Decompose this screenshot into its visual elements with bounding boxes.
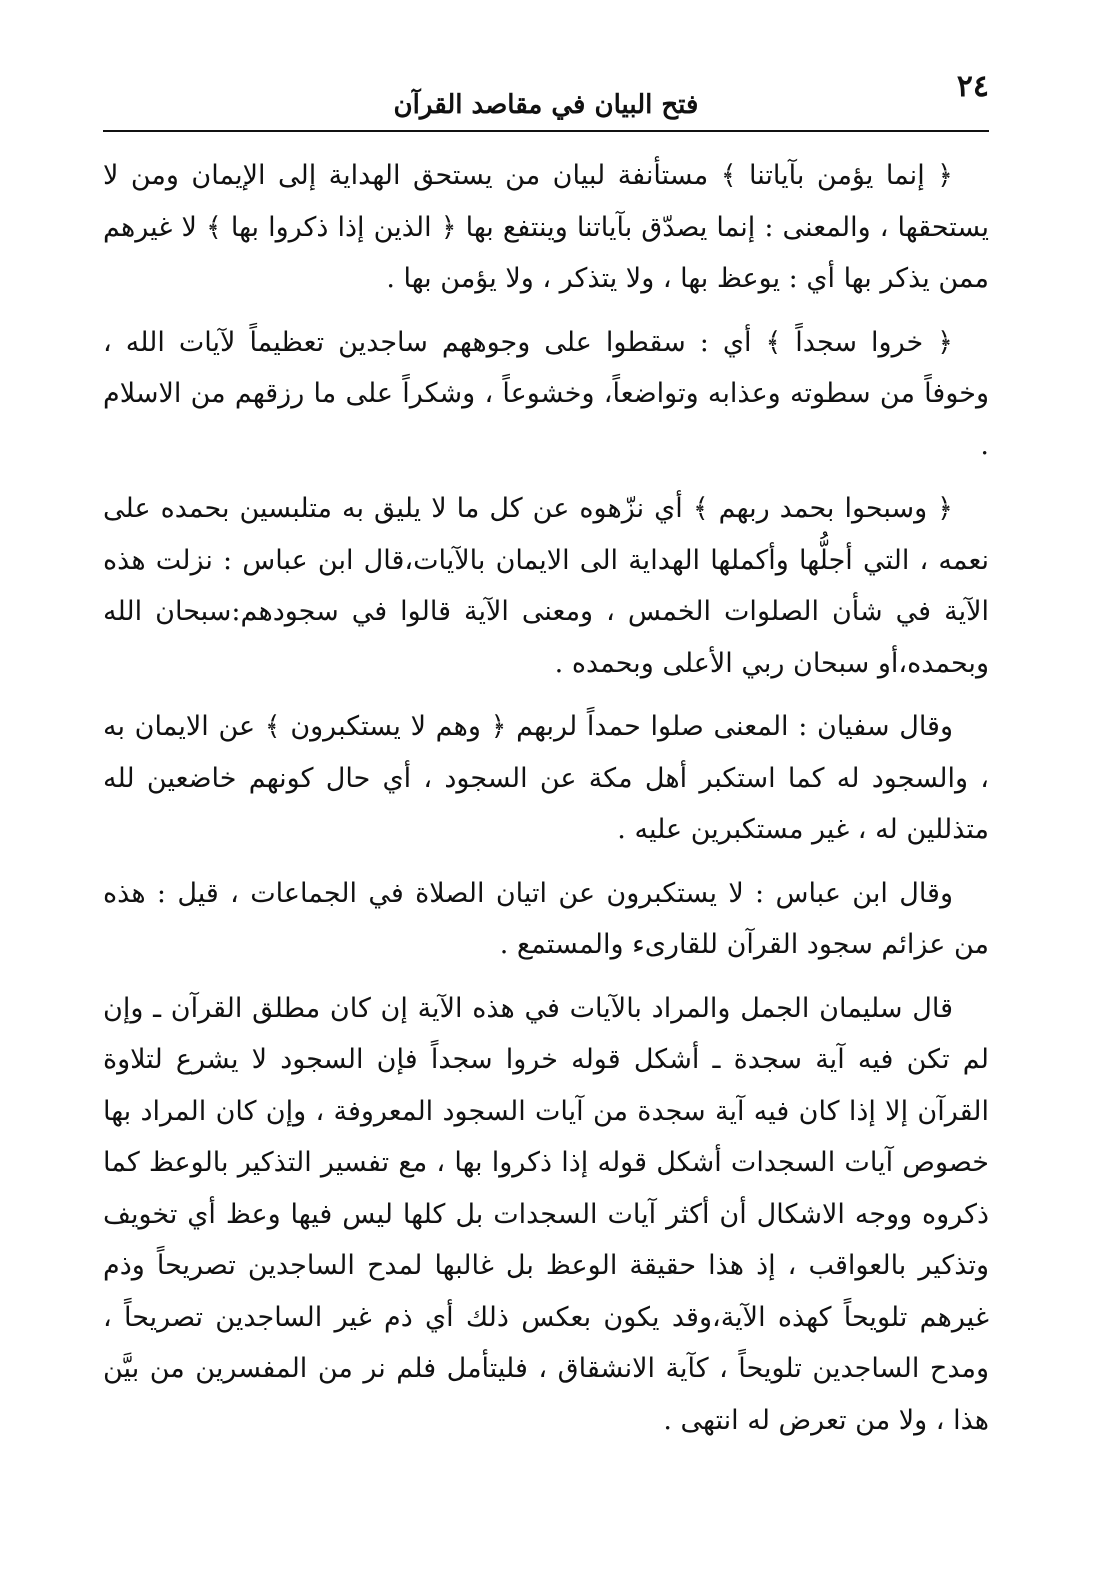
running-title: فتح البيان في مقاصد القرآن [393, 90, 699, 120]
paragraph: ﴿ وسبحوا بحمد ربهم ﴾ أي نزّهوه عن كل ما لا يليق به متلبسين بحمده على نعمه ، التي أجلُّها وأكملها الهداية الى الايمان بالآيات،قال ابن عباس : نزلت هذه الآية في شأن الصلوات الخمس ، ومعنى الآية قالوا في سجودهم:سبحان الله وبحمده،أو سبحان ربي الأعلى وبحمده . [103, 493, 989, 679]
header-rule [103, 130, 989, 132]
paragraph: ﴿ خروا سجداً ﴾ أي : سقطوا على وجوههم ساجدين تعظيماً لآيات الله ، وخوفاً من سطوته وعذابه وتواضعاً، وخشوعاً ، وشكراً على ما رزقهم من الاسلام . [103, 326, 989, 461]
paragraph: وقال ابن عباس : لا يستكبرون عن اتيان الصلاة في الجماعات ، قيل : هذه من عزائم سجود القرآن للقارىء والمستمع . [103, 877, 989, 960]
page-body [103, 150, 989, 1458]
page-header [103, 70, 989, 132]
paragraph: ﴿ إنما يؤمن بآياتنا ﴾ مستأنفة لبيان من يستحق الهداية إلى الإيمان ومن لا يستحقها ، والمعنى : إنما يصدّق بآياتنا وينتفع بها ﴿ الذين إذا ذكروا بها ﴾ لا غيرهم ممن يذكر بها أي : يوعظ بها ، ولا يتذكر ، ولا يؤمن بها . [103, 160, 989, 294]
paragraph: وقال سفيان : المعنى صلوا حمداً لربهم ﴿ وهم لا يستكبرون ﴾ عن الايمان به ، والسجود له كما استكبر أهل مكة عن السجود ، أي حال كونهم خاضعين لله متذللين له ، غير مستكبرين عليه . [103, 711, 989, 845]
paragraph: قال سليمان الجمل والمراد بالآيات في هذه الآية إن كان مطلق القرآن ـ وإن لم تكن فيه آية سجدة ـ أشكل قوله خروا سجداً فإن السجود لا يشرع لتلاوة القرآن إلا إذا كان فيه آية سجدة من آيات السجود المعروفة ، وإن كان المراد بها خصوص آيات السجدات أشكل قوله إذا ذكروا بها ، مع تفسير التذكير بالوعظ كما ذكروه ووجه الاشكال أن أكثر آيات السجدات بل كلها ليس فيها وعظ أي تخويف وتذكير بالعواقب ، إذ هذا حقيقة الوعظ بل غالبها لمدح الساجدين تصريحاً وذم غيرهم تلويحاً كهذه الآية،وقد يكون بعكس ذلك أي ذم غير الساجدين تصريحاً ، ومدح الساجدين تلويحاً ، كآية الانشقاق ، فليتأمل فلم نر من المفسرين من بيَّن هذا ، ولا من تعرض له انتهى . [103, 992, 989, 1436]
page-number: ٢٤ [956, 69, 989, 104]
